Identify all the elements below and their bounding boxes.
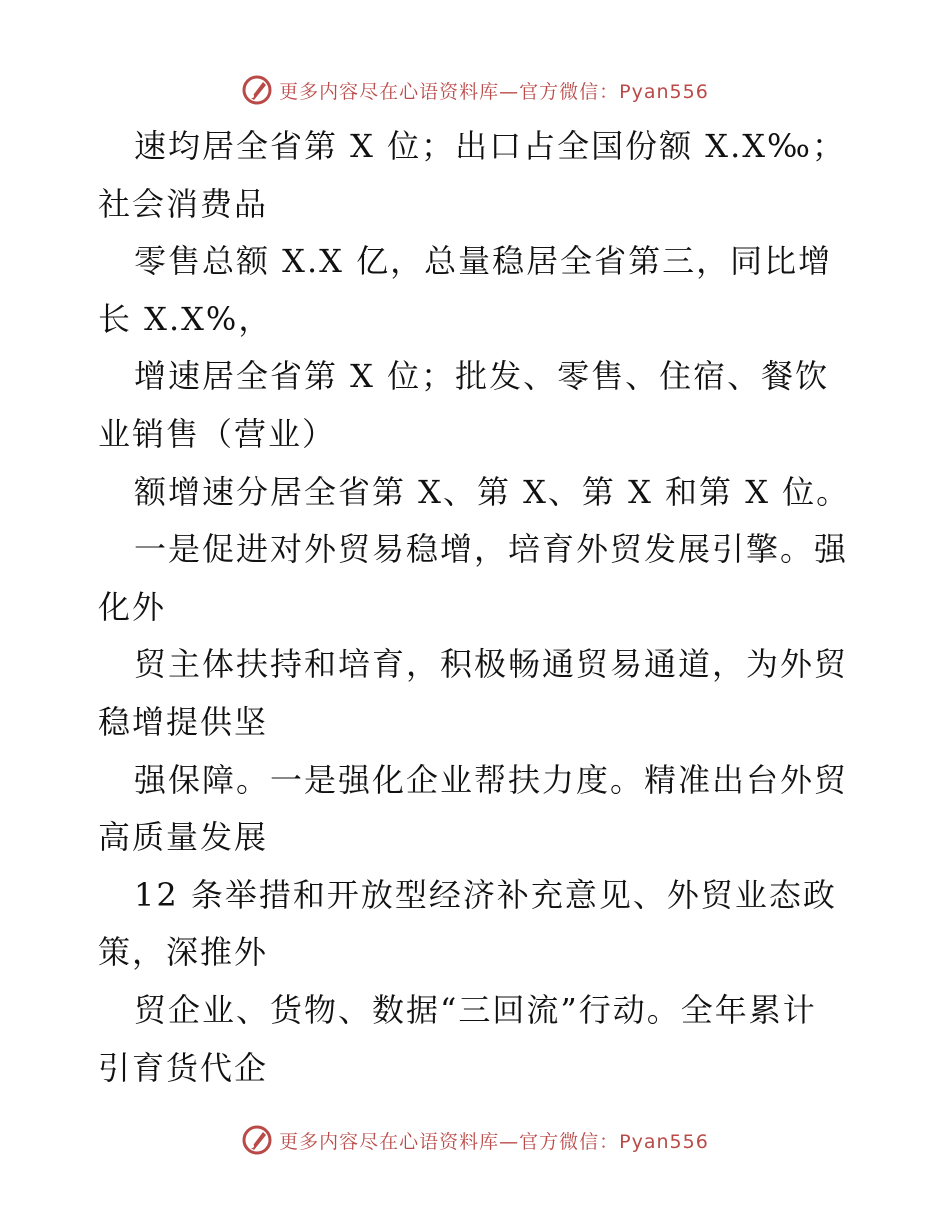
text-line: 社会消费品 bbox=[98, 184, 269, 223]
text-line: 额增速分居全省第 X、第 X、第 X 和第 X 位。 bbox=[134, 472, 851, 511]
text-line: 一是促进对外贸易稳增，培育外贸发展引擎。强 bbox=[134, 530, 849, 569]
text-line: 强保障。一是强化企业帮扶力度。精准出台外贸 bbox=[134, 760, 849, 799]
text-line: 零售总额 X.X 亿，总量稳居全省第三，同比增 bbox=[134, 242, 833, 281]
pen-circle-logo-icon bbox=[241, 1124, 273, 1156]
text-line: 贸企业、货物、数据“三回流”行动。全年累计 bbox=[134, 990, 817, 1029]
text-line: 增速居全省第 X 位；批发、零售、住宿、餐饮 bbox=[134, 357, 830, 396]
text-line: 稳增提供坚 bbox=[98, 702, 269, 741]
text-line: 策，深推外 bbox=[98, 933, 269, 972]
text-line: 引育货代企 bbox=[98, 1048, 269, 1087]
header-watermark bbox=[0, 72, 950, 108]
text-line: 贸主体扶持和培育，积极畅通贸易通道，为外贸 bbox=[134, 645, 849, 684]
pen-circle-logo-icon bbox=[241, 74, 273, 106]
text-line: 业销售（营业） bbox=[98, 414, 337, 453]
document-body bbox=[98, 118, 868, 1097]
footer-watermark bbox=[0, 1122, 950, 1158]
text-line: 高质量发展 bbox=[98, 818, 269, 857]
watermark-text: 更多内容尽在心语资料库—官方微信：Pyan556 bbox=[279, 1130, 709, 1153]
text-line: 速均居全省第 X 位；出口占全国份额 X.X‰； bbox=[134, 127, 846, 165]
watermark-text: 更多内容尽在心语资料库—官方微信：Pyan556 bbox=[279, 80, 709, 103]
text-line: 长 X.X%， bbox=[98, 299, 273, 338]
text-line: 化外 bbox=[98, 587, 167, 626]
text-line: 12 条举措和开放型经济补充意见、外贸业态政 bbox=[134, 875, 837, 914]
